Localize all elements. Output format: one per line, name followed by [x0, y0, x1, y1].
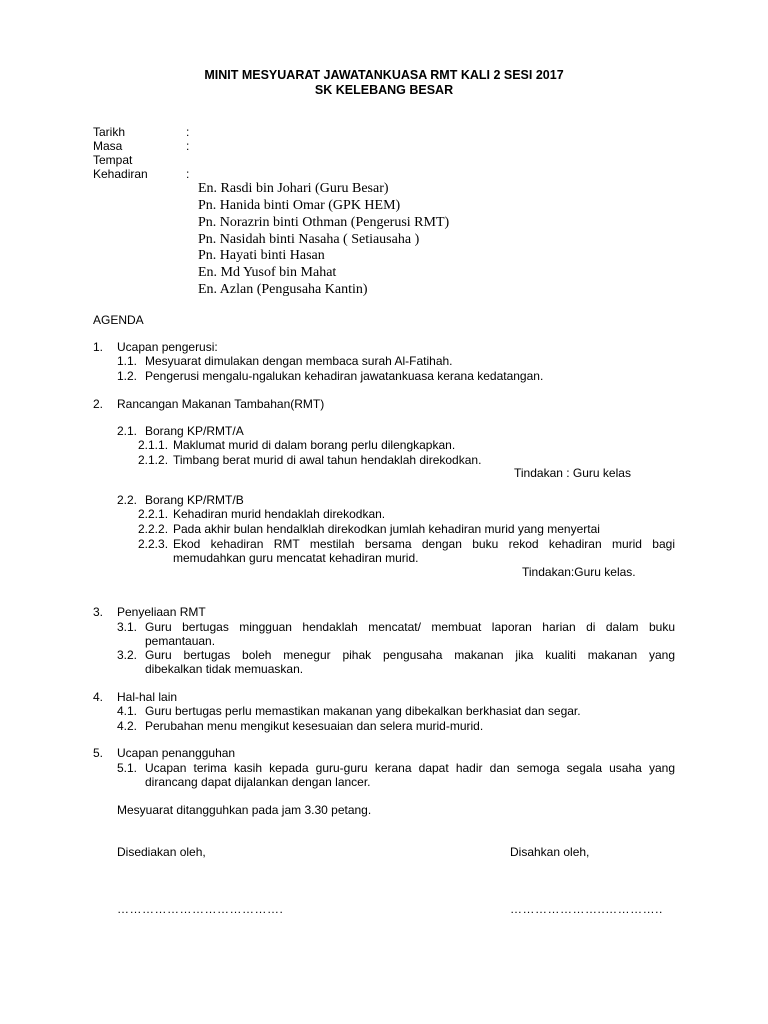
school-name: SK KELEBANG BESAR	[314, 83, 454, 97]
item-text: Ekod kehadiran RMT mestilah bersama dengan buku rekod kehadiran murid bagi	[173, 537, 675, 551]
item-text-continued: dibekalkan tidak memuaskan.	[145, 662, 304, 676]
closing-statement: Mesyuarat ditangguhkan pada jam 3.30 petang.	[117, 803, 372, 817]
item-number: 2.1.1.	[138, 438, 169, 452]
subsection-number: 2.2.	[117, 493, 138, 507]
item-number: 4.1.	[117, 704, 138, 718]
item-text: Guru bertugas perlu memastikan makanan yang dibekalkan berkhasiat dan segar.	[145, 704, 581, 718]
item-number: 3.2.	[117, 648, 138, 662]
subsection-number: 2.1.	[117, 424, 138, 438]
approved-by-label: Disahkan oleh,	[510, 845, 590, 859]
attendee: Pn. Nasidah binti Nasaha ( Setiausaha )	[198, 232, 420, 247]
section-title: Hal-hal lain	[117, 690, 178, 704]
kehadiran-colon: :	[186, 167, 190, 181]
item-number: 1.1.	[117, 354, 138, 368]
item-number: 1.2.	[117, 369, 138, 383]
document-title: MINIT MESYUARAT JAWATANKUASA RMT KALI 2 SESI 2017	[204, 68, 564, 82]
section-title: Rancangan Makanan Tambahan(RMT)	[117, 397, 325, 411]
section-title: Ucapan pengerusi:	[117, 340, 218, 354]
item-text: Pada akhir bulan hendalklah direkodkan jumlah kehadiran murid yang menyertai	[173, 522, 600, 536]
item-number: 2.1.2.	[138, 453, 169, 467]
item-text: Perubahan menu mengikut kesesuaian dan selera murid-murid.	[145, 719, 484, 733]
item-text: Mesyuarat dimulakan dengan membaca surah Al-Fatihah.	[145, 354, 453, 368]
action-note: Tindakan : Guru kelas	[514, 466, 631, 480]
item-number: 5.1.	[117, 761, 138, 775]
item-text: Guru bertugas boleh menegur pihak pengusaha makanan jika kualiti makanan yang	[145, 648, 675, 662]
section-title: Ucapan penangguhan	[117, 746, 236, 760]
masa-colon: :	[186, 139, 190, 153]
section-number: 2.	[93, 397, 104, 411]
tarikh-colon: :	[186, 125, 190, 139]
section-number: 5.	[93, 746, 104, 760]
attendee: Pn. Hanida binti Omar (GPK HEM)	[198, 198, 401, 213]
item-text-continued: memudahkan guru mencatat kehadiran murid.	[173, 551, 419, 565]
attendee: En. Rasdi bin Johari (Guru Besar)	[198, 181, 389, 196]
tarikh-label: Tarikh	[93, 125, 126, 139]
item-number: 2.2.3.	[138, 537, 169, 551]
item-number: 3.1.	[117, 620, 138, 634]
tempat-label: Tempat	[93, 153, 133, 167]
kehadiran-label: Kehadiran	[93, 167, 148, 181]
subsection-title: Borang KP/RMT/A	[145, 424, 244, 438]
item-number: 4.2.	[117, 719, 138, 733]
attendee: Pn. Norazrin binti Othman (Pengerusi RMT)	[198, 215, 450, 230]
section-title: Penyeliaan RMT	[117, 605, 206, 619]
section-number: 4.	[93, 690, 104, 704]
item-text: Timbang berat murid di awal tahun hendaklah direkodkan.	[173, 453, 482, 467]
attendee: En. Md Yusof bin Mahat	[198, 265, 337, 280]
prepared-by-signature-line: ………………………………….	[117, 902, 284, 916]
item-text-continued: pemantauan.	[145, 634, 216, 648]
item-number: 2.2.1.	[138, 507, 169, 521]
section-number: 3.	[93, 605, 104, 619]
item-text: Ucapan terima kasih kepada guru-guru kerana dapat hadir dan semoga segala usaha yang	[145, 761, 675, 775]
agenda-heading: AGENDA	[93, 313, 144, 327]
item-text-continued: dirancang dapat dijalankan dengan lancer.	[145, 775, 371, 789]
subsection-title: Borang KP/RMT/B	[145, 493, 244, 507]
action-note: Tindakan:Guru kelas.	[522, 565, 636, 579]
item-text: Guru bertugas mingguan hendaklah mencatat/ membuat laporan harian di dalam buku	[145, 620, 675, 634]
item-text: Kehadiran murid hendaklah direkodkan.	[173, 507, 386, 521]
section-number: 1.	[93, 340, 104, 354]
item-number: 2.2.2.	[138, 522, 169, 536]
item-text: Pengerusi mengalu-ngalukan kehadiran jawatankuasa kerana kedatangan.	[145, 369, 544, 383]
prepared-by-label: Disediakan oleh,	[117, 845, 206, 859]
approved-by-signature-line: …………………..…………..	[510, 902, 663, 916]
masa-label: Masa	[93, 139, 123, 153]
item-text: Maklumat murid di dalam borang perlu dilengkapkan.	[173, 438, 456, 452]
attendee: En. Azlan (Pengusaha Kantin)	[198, 282, 368, 297]
attendee: Pn. Hayati binti Hasan	[198, 248, 325, 263]
